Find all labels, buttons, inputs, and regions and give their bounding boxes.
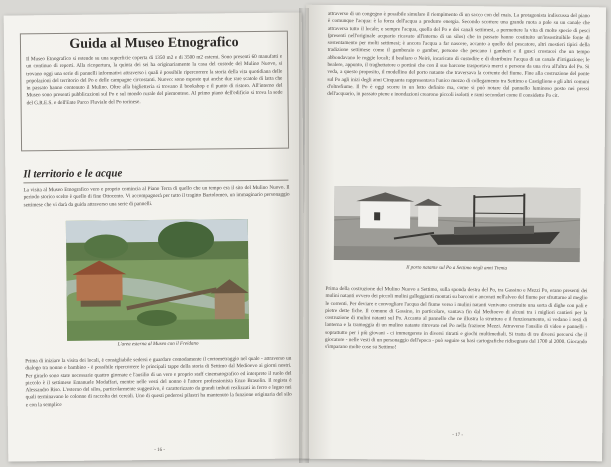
intro-text: Il Museo Etnografico si estende su una superficie coperta di 1350 m2 e di 3500 m2 esterni. Sono presenti 60 manufatti e un continuo di reperti. Alla ricopertura, la quinta dei sei ha originariamente la casa del custode del Mulino Nuovo, si trovano oggi una serie di pannelli informativi attraverso i quali è possibile ripercorrere la storia della vita quotidiana delle popolazioni del territorio del Po e delle campagne circostanti. Nuovo: sono esposte qui anche due rare scatole di latta che in passato hanno contenuto il Mulino. Oltre alla biglietteria si trovano il bookshop e il punto di ristoro. All'interno del Museo sono presenti pubblicazioni sul Po e sul mondo rurale del piemontese. Al primo piano dell'edificio si trova la sede del G.R.E.S. e dell'Ente Parco Fluviale del Po torinese.: [26, 53, 283, 107]
body-text: Prima di iniziare la visita dei locali, è consigliabile sedersi e guardare comodamente il cortometraggio nel quale - attraverso un dialogo tra nonno e bambino - è possibile ripercorrere le principali tappe della storia di Settimo dal Medioevo ai giorni nostri. Per girarlo sono state necessarie quattro giornate e l'ausilio di un vero e proprio staff cinematografico ed interprete il ruolo del piccolo è il settimese Emanuele Modaffari, mentre nelle vesti del nonno è l'attore professionista Enzo Brasolin. Il regista è Alessandro Riso. L'esterno del silos, particolarmente suggestivo, è caratterizzato da grandi imbuti realizzati in ferro e legno nei quali terminavano le colonne di raccolta dei cereali. Uno di questi poderosi pilastri ha mantenuto la funzione originaria del silo e con la semplice: [25, 355, 292, 409]
page-number: - 16 -: [154, 447, 166, 454]
museum-exterior-photo: [66, 219, 249, 341]
section-divider: [23, 180, 288, 184]
left-page: [4, 12, 307, 461]
body-text-top: attraverso di un congegno è possibile simulare il riempimento di un sacco con del mais. La protagonista indiscussa del piano è comunque l'acqua: è la forza dell'acqua a produrre energia. Secondo scorrere una grande ruota a pale su un canale che attraversa tutto il locale; e sempre l'acqua, quella del Po e dei canali settimesi, a permettere la vita di molte specie di pesci (presenti nell'originale acquario ricavato all'interno di un silos) che in passato hanno costituito un'insostituibile fonte di sostentamento per molti settimesi; è ancora l'acqua a far nascere, accanto a quello del pescatore, altri mestieri tipici della tradizione settimese come il gamberaio o gamber, persone che pescano i gamberi e il gusci crostacei che un tempo abbondavano le roggie locali; il bealiaro o Neirè, incaricato di custodire e di distribuire l'acqua di un canale d'irrigazione; le bealere, appunto, il traghettatore o portinè che con il suo barcone trasportava merci e persone da una riva all'altra del Po. Si veda, a questo proposito, il modellino del porto natante che traversava la corrente del fiume. Fine alla costruzione del ponte sul Po agli inizi degli anni Cinquanta rappresentava l'unico mezzo di collegamento tra Settimo e Castiglione e gli altri comuni d'oltrefiume. Il Po è oggi scorre in un letto definito ma, come si può notare dal pannello luminoso posto nei pressi dell'acquario, in passato piene e inondazioni crearono piccoli isolotti e rami secondari come il considetto Po cit.: [327, 10, 590, 100]
binding-gutter: [299, 8, 309, 463]
river-ferry-photo: [334, 186, 581, 262]
right-page: [302, 5, 606, 462]
museum-intro-box: [20, 31, 289, 152]
section-intro-text: La visita al Museo Etnografico vero e proprio comincia al Piano Terra di quello che un tempo era il sito del Mulino Nuovo. Il periodo storico scelto è quello di fine Ottocento. Vi accompagnerà per tutto il tragitto Bartolomeo, un immaginario personaggio settimese che vi darà da guida attraverso una serie di pannelli.: [23, 184, 290, 208]
photo-caption: L'area esterna al Museo con il Freidano: [117, 341, 199, 348]
photo-caption: Il porto natante sul Po a Settimo negli anni Trenta: [406, 265, 508, 272]
section-heading: Il territorio e le acque: [23, 167, 123, 181]
body-text-bottom: Prima della costruzione del Mulino Nuovo a Settimo, sulla sponda destra del Po, tra Gassino e Mezzi Po, erano presenti dei mulini natanti ovvero dei piccoli mulini galleggianti montati su barconi e ancorati nell'alveo del fiume per sfruttarne al meglio le correnti. Per deviare e convogliare l'acqua del fiume verso i mulini natanti venivano costruite una sorta di dighe con pali e pietre dette fiche. Il comune di Gassino, in particolare, vantava fin dal Medioevo di alcuni tra i migliori cantieri per la costruzione di mulini natanti sul Po. Accanto al pannello che ne illustra la struttura e il funzionamento, si vedano i resti di lanterna e la tramoggia di un mulino natante ritrovato nel Po nella frazione Mezzi. Attraverso l'ausilio di video e pannelli - soprattutto per i più giovani - ci immergerete in diversi ritratti e giochi multimediali. Si tratta di tre diversi percorsi che il giocatore - nelle vesti di un personaggio dell'epoca - può seguire su basi cartografiche ridisegnate dal 1700 al 2000. Giocando s'imparano molte cose su Settimo!: [324, 285, 588, 351]
page-title: Guida al Museo Etnografico: [69, 35, 239, 52]
page-number: - 17 -: [452, 432, 464, 439]
